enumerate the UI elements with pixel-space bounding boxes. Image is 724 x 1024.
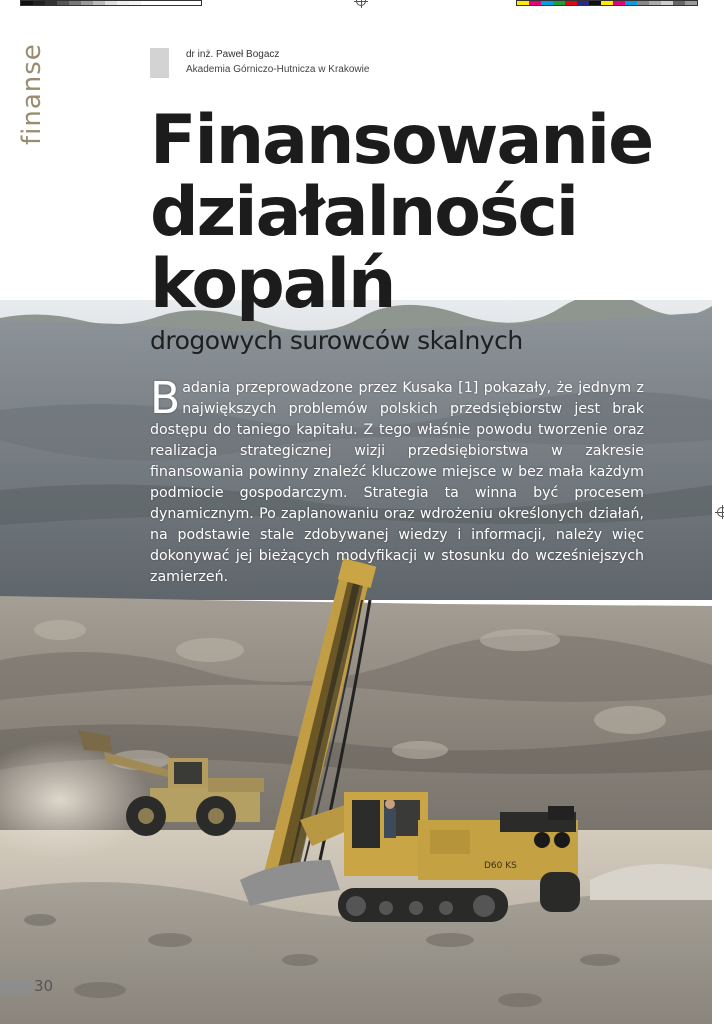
registration-mark-icon (356, 0, 366, 6)
grayscale-calibration-bar (20, 0, 202, 6)
machine-label: D60 KS (484, 861, 517, 871)
article-lead (150, 373, 644, 588)
color-calibration-bar (516, 0, 698, 6)
article-title-line: Finansowanie (150, 101, 653, 180)
page-number: 30 (34, 977, 54, 995)
registration-mark-icon (717, 507, 724, 517)
lead-dropcap: B (150, 373, 181, 424)
author-name: dr inż. Paweł Bogacz (186, 49, 280, 60)
section-label: finanse (17, 43, 47, 145)
article-title-line: kopalń (150, 245, 395, 324)
article-title-line: działalności (150, 173, 578, 252)
author-marker (150, 48, 169, 78)
page-number-bar (0, 980, 32, 994)
lead-text: adania przeprowadzone przez Kusaka [1] pokazały, że jednym z największych problemów polskich przedsiębiorstw jest brak dostępu do taniego kapitału. Z tego właśnie powodu tworzenie oraz realizacja strategicznej wizji przedsiębiorstwa w zakresie finansowania powinny znaleźć kluczowe miejsce w bez mała każdym podmiocie gospodarczym. Strategia ta winna być procesem dynamicznym. Po zaplanowaniu oraz wdrożeniu określonych działań, na podstawie stale zdobywanej wiedzy i informacji, należy więc dokonywać jej bieżących modyfikacji w stosunku do wcześniejszych zamierzeń. (150, 380, 644, 585)
author-affiliation: Akademia Górniczo-Hutnicza w Krakowie (186, 64, 370, 75)
article-subtitle: drogowych surowców skalnych (150, 326, 523, 355)
article-title (150, 101, 653, 324)
